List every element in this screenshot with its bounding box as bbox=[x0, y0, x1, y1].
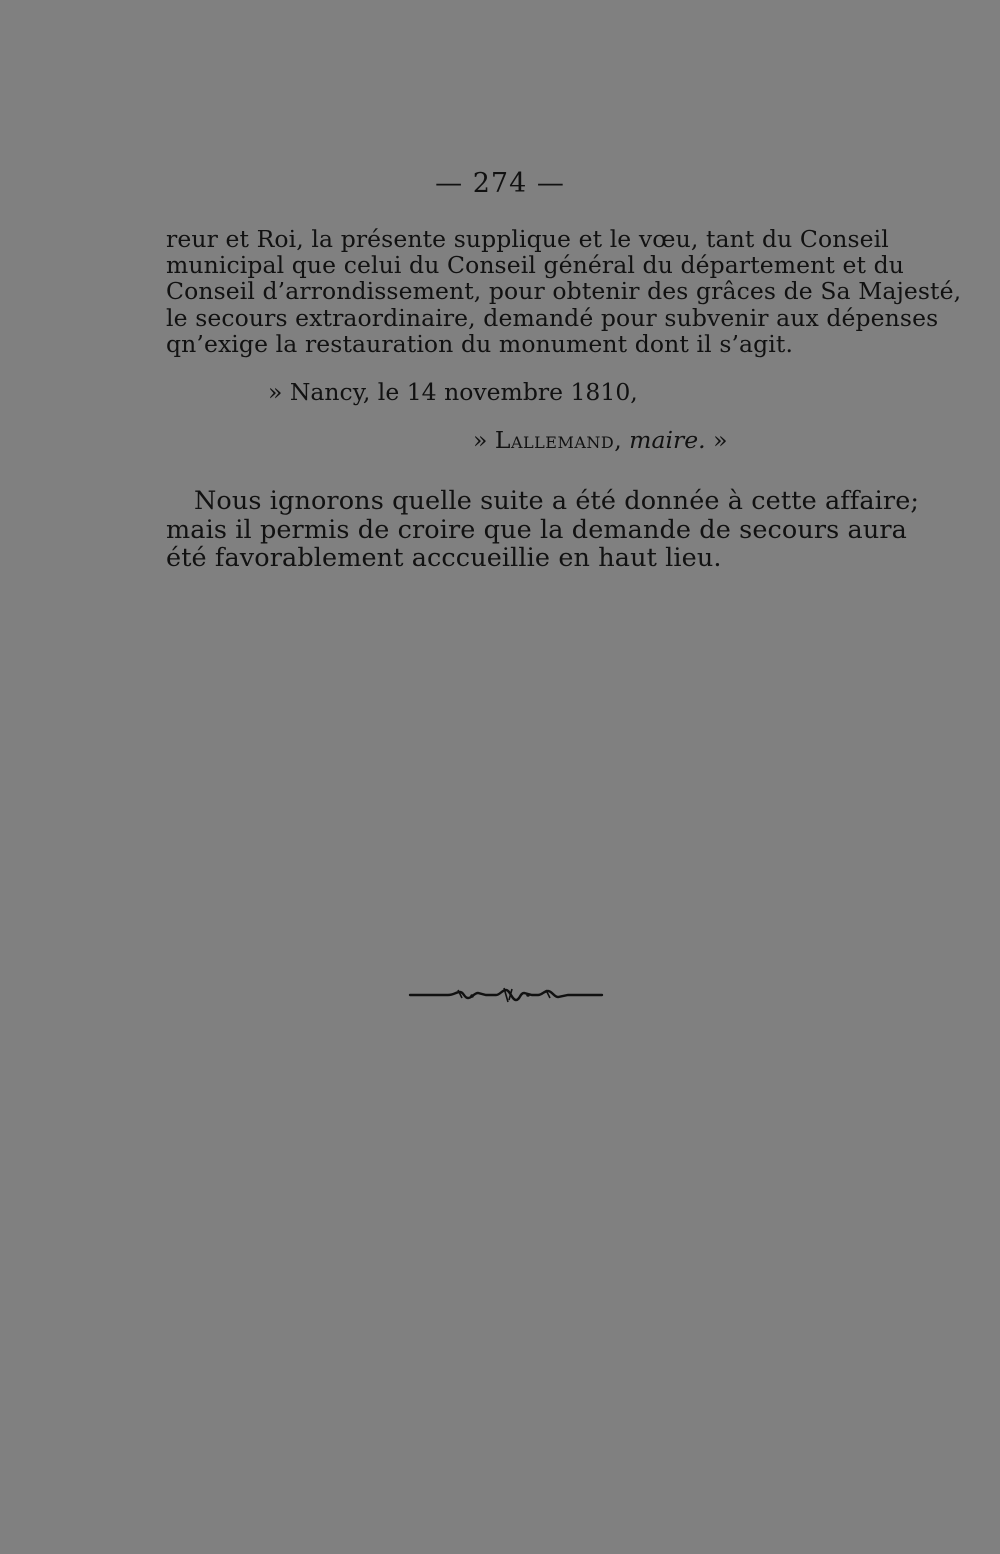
text-line: Nous ignorons quelle suite a été donnée à cette affaire; bbox=[194, 486, 920, 516]
closing-paragraph bbox=[166, 486, 920, 573]
letter-signature bbox=[473, 426, 727, 454]
text-line: Conseil d’arrondissement, pour obtenir des grâces de Sa Majesté, bbox=[166, 277, 962, 306]
text-line: qn’exige la restauration du monument dont il s’agit. bbox=[166, 329, 794, 358]
signature-open-quote: » bbox=[473, 426, 495, 454]
letter-date: » Nancy, le 14 novembre 1810, bbox=[268, 378, 638, 406]
signature-close-quote: » bbox=[705, 426, 728, 454]
signature-name: Lallemand bbox=[494, 426, 615, 454]
text-line: été favorablement acccueillie en haut lieu. bbox=[166, 543, 722, 573]
tailpiece-ornament-icon bbox=[408, 984, 604, 1006]
signature-title: maire. bbox=[629, 426, 706, 454]
text-line: reur et Roi, la présente supplique et le vœu, tant du Conseil bbox=[166, 225, 889, 253]
letter-paragraph bbox=[166, 225, 962, 358]
text-line: municipal que celui du Conseil général du département et du bbox=[166, 251, 905, 280]
text-line: le secours extraordinaire, demandé pour subvenir aux dépenses bbox=[166, 303, 939, 332]
page-number: — 274 — bbox=[435, 168, 565, 199]
signature-separator: , bbox=[614, 426, 630, 454]
text-line: mais il permis de croire que la demande de secours aura bbox=[166, 514, 907, 545]
